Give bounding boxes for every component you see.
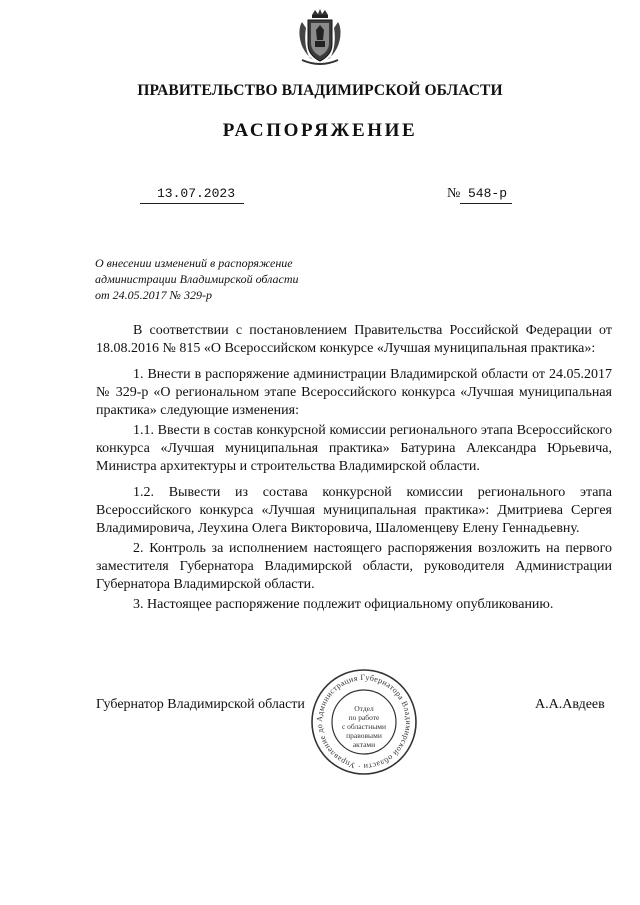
stamp-line: Отдел xyxy=(354,704,374,713)
coat-of-arms-emblem xyxy=(296,8,344,66)
subject-line: от 24.05.2017 № 329-р xyxy=(95,288,212,302)
body-paragraph: 1.1. Ввести в состав конкурсной комиссии регионального этапа Всероссийского конкурса «Лучшая муниципальная практика» Батурина Александра Юрьевича, Министра архитектуры и строительства Владимирской области. xyxy=(96,423,612,474)
subject-line: О внесении изменений в распоряжение xyxy=(95,256,293,270)
document-subject xyxy=(95,255,335,303)
stamp-ring-text: Администрация Губернатора Владимирской области · Управление до xyxy=(314,672,414,772)
body-paragraph: 1.2. Вывести из состава конкурсной комиссии регионального этапа Всероссийского конкурса «Лучшая муниципальная практика»: Дмитриева Сергея Владимировича, Леухина Олега Викторовича, Шаломенцеву Елену Геннадьевну. xyxy=(96,485,612,536)
body-paragraph: 1. Внести в распоряжение администрации Владимирской области от 24.05.2017 № 329-р «О региональном этапе Всероссийского конкурса «Лучшая муниципальная практика» следующие изменения: xyxy=(96,367,612,418)
body-paragraph: В соответствии с постановлением Правительства Российской Федерации от 18.08.2016 № 815 «О Всероссийском конкурсе «Лучшая муниципальная практика»: xyxy=(96,323,612,356)
stamp-line: правовыми xyxy=(346,731,382,740)
stamp-line: актами xyxy=(352,740,376,749)
document-number: 548-р xyxy=(468,186,508,201)
document-body xyxy=(96,322,612,614)
stamp-line: с областными xyxy=(341,722,387,731)
organization-title: ПРАВИТЕЛЬСТВО ВЛАДИМИРСКОЙ ОБЛАСТИ xyxy=(137,82,503,99)
document-type-title: РАСПОРЯЖЕНИЕ xyxy=(222,120,418,141)
body-paragraph: 3. Настоящее распоряжение подлежит официальному опубликованию. xyxy=(133,597,554,612)
signer-position: Губернатор Владимирской области xyxy=(96,697,305,712)
signer-name: А.А.Авдеев xyxy=(535,697,605,712)
stamp-center-text xyxy=(338,704,390,749)
number-sign: № xyxy=(447,186,461,201)
date-underline xyxy=(140,203,244,204)
number-underline xyxy=(460,203,512,204)
stamp-line: по работе xyxy=(348,713,380,722)
document-date: 13.07.2023 xyxy=(157,186,236,201)
office-stamp xyxy=(310,668,418,776)
subject-line: администрации Владимирской области xyxy=(95,272,299,286)
body-paragraph: 2. Контроль за исполнением настоящего распоряжения возложить на первого заместителя Губернатора Владимирской области, руководителя Администрации Губернатора Владимирской области. xyxy=(96,541,612,592)
